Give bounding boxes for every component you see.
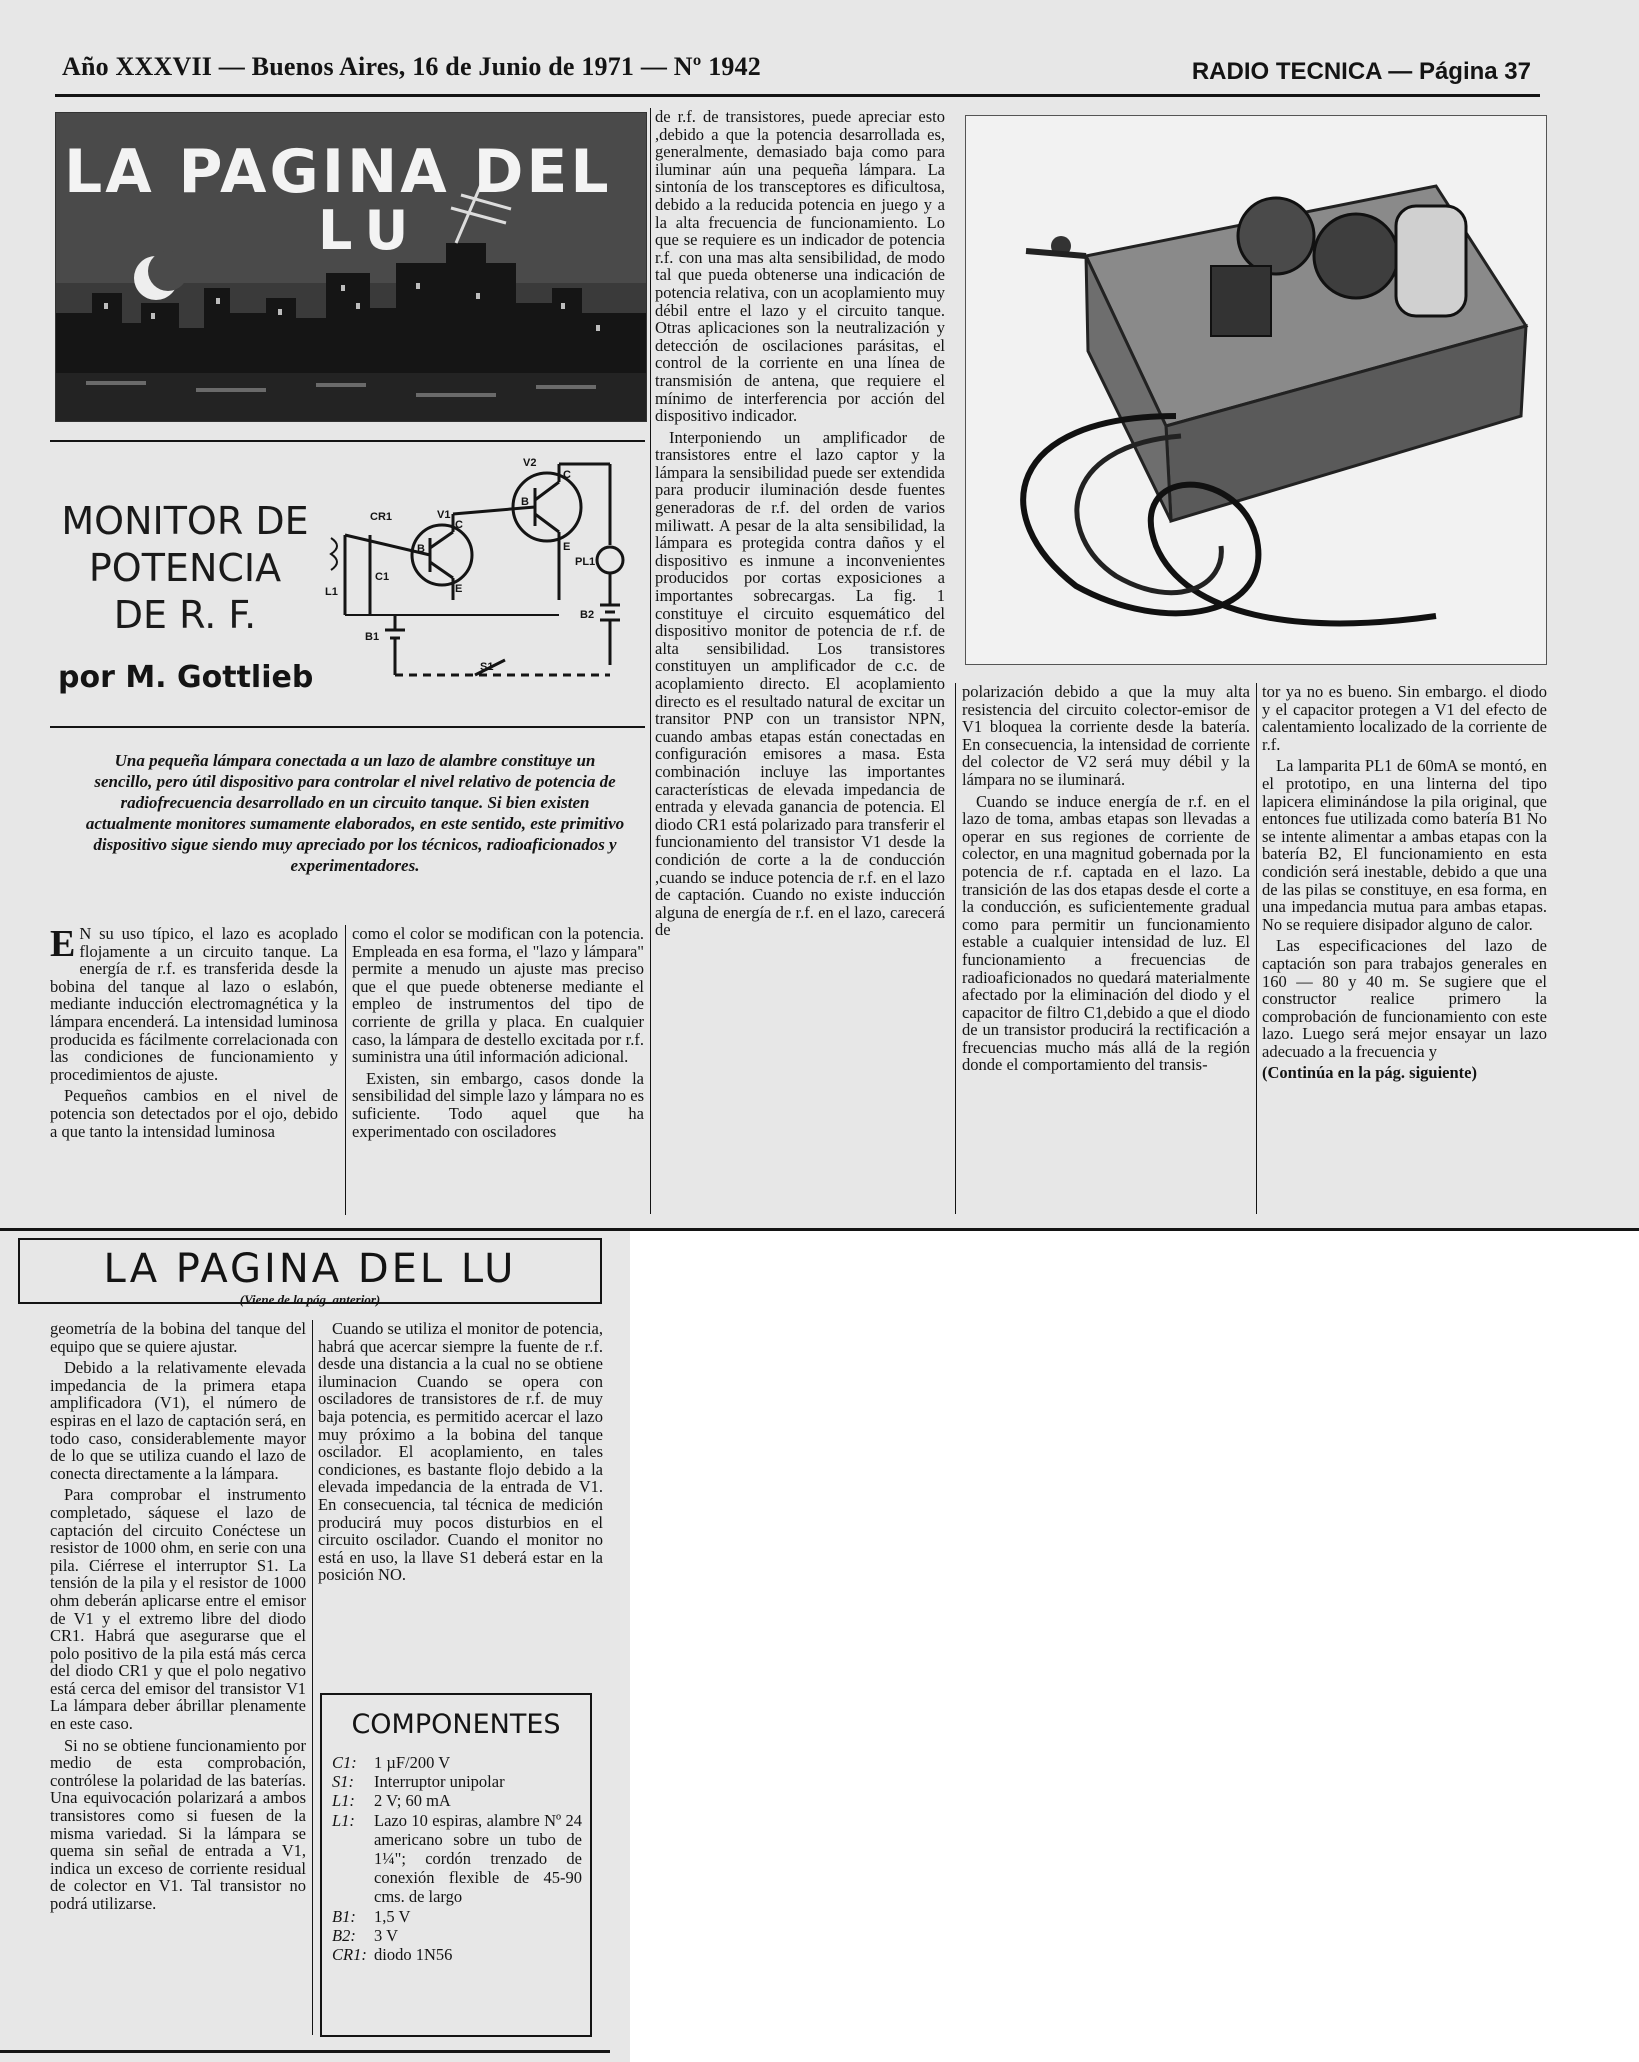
paragraph: Interponiendo un amplificador de transistores entre el lazo captor y la lámpara la sensibilidad puede ser extendida para producir iluminación desde fuentes generadoras de r.f. del orden de varios miliwatt. A pesar de la alta sensibilidad, la lámpara es protegida contra daños y el dispositivo es inmune a inconvenientes producidos por cortas exposiciones a importantes sobrecargas. La fig. 1 constituye el circuito esquemático del dispositivo monitor de potencia de r.f. de alta sensibilidad. Los transistores constituyen un amplificador de c.c. de acoplamiento directo. El acoplamiento directo es el resultado natural de excitar un transitor PNP con un transistor NPN, cuando ambas etapas están conectadas en configuración emisores a masa. Esta combinación incluye las importantes características de elevada impedancia de entrada y elevada ganancia de potencia. El diodo CR1 está polarizado para transferir el funcionamiento del transistor V1 desde la condición de corte a la de conducción ,cuando se induce potencia de r.f. en el lazo de captación. Cuando no existe inducción alguna de energía de r.f. en el lazo, carecerá de	[655, 427, 945, 940]
paragraph: tor ya no es bueno. Sin embargo. el diodo y el capacitor protegen a V1 del efecto de calentamiento localizado de la corriente de r.f.	[1262, 683, 1547, 754]
paragraph: geometría de la bobina del tanque del equipo que se quiere ajustar.	[50, 1320, 306, 1356]
page-separator	[0, 1228, 1639, 1231]
paragraph: N su uso típico, el lazo es acoplado flojamente a un circuito tanque. La energía de r.f. es transferida desde la bobina del tanque al lazo o eslabón, mediante inducción electromagnética y la lámpara encenderá. La intensidad luminosa producida es fácilmente correlacionada con las condiciones de funcionamiento y procedimientos de ajuste.	[50, 925, 338, 1084]
component-key: L1:	[332, 1791, 355, 1811]
label-b1: B1	[365, 631, 380, 643]
paragraph: Las especificaciones del lazo de captación son para trabajos generales en 160 — 80 y 40 m. Se sugiere que el constructor realice primero la comprobación de funcionamiento con este lazo. Luego será mejor ensayar un lazo adecuado a la frecuencia y	[1262, 936, 1547, 1061]
column-3	[655, 108, 945, 1214]
components-title: COMPONENTES	[351, 1709, 561, 1740]
column-6	[50, 1320, 306, 2040]
byline: por M. Gottlieb	[58, 660, 314, 695]
component-key: C1:	[332, 1753, 357, 1772]
component-key: B1:	[332, 1906, 356, 1926]
prototype-device-illustration	[966, 116, 1546, 664]
continuation-title: LA PAGINA DEL LU	[103, 1246, 517, 1292]
label-b2: B2	[580, 609, 595, 621]
title-line-1: MONITOR DE	[61, 499, 309, 543]
transistor-v1-symbol	[412, 525, 472, 585]
component-row	[332, 1791, 582, 1810]
paragraph: Cuando se utiliza el monitor de potencia, habrá que acercar siempre la fuente de r.f. desde una distancia a la cual no se obtiene iluminacion Cuando se opera con osciladores de transistores de r.f. de muy baja potencia, es permitido acercar el lazo muy próximo a la bobina del tanque oscilador. El acoplamiento, en tales condiciones, es bastante flojo debido a la elevada impedancia de la entrada de V1. En consecuencia, tal técnica de medición producirá muy pocos disturbios en el circuito oscilador. Cuando el monitor no está en uso, la llave S1 deberá estar en la posición NO.	[318, 1320, 603, 1585]
label-v1: V1	[437, 509, 451, 521]
column-rule	[312, 1320, 313, 2035]
label-v2: V2	[523, 457, 537, 469]
label-v2-collector: C	[563, 469, 571, 481]
component-row	[332, 1811, 582, 1907]
label-v1-emitter: E	[455, 583, 463, 595]
continued-note: (Continúa en la pág. siguiente)	[1262, 1063, 1477, 1083]
divider-rule	[50, 440, 645, 442]
label-pl1: PL1	[575, 556, 596, 568]
component-key: S1:	[332, 1772, 354, 1792]
component-key: CR1:	[332, 1945, 367, 1965]
article-intro: Una pequeña lámpara conectada a un lazo de alambre constituye un sencillo, pero útil dispositivo para controlar el nivel relativo de potencia de radiofrecuencia desarrollado en un circuito tanque. Si bien existen actualmente monitores sumamente elaborados, en este sentido, este primitivo dispositivo sigue siendo muy apreciado por los técnicos, radioaficionados y experimentadores.	[85, 751, 625, 875]
article-title	[45, 498, 325, 639]
lamp-pl1-symbol	[597, 547, 623, 573]
paragraph: Para comprobar el instrumento completado, sáquese el lazo de captación del circuito Conéctese un resistor de 1000 ohm, en serie con una pila. Ciérrese el interruptor S1. La tensión de la pila y el resistor de 1000 ohm deberán aplicarse entre el emisor de V1 y el extremo libre del diodo CR1. Habrá que asegurarse que el polo positivo de la pila está más cerca del diodo CR1 y que el polo negativo está cerca del emisor del transistor V1 La lámpara deber ábrillar plenamente en este caso.	[50, 1485, 306, 1734]
paragraph: de r.f. de transistores, puede apreciar esto ,debido a que la potencia desarrollada es, generalmente, demasiado baja como para iluminar aún una pequeña lámpara. La sintonía de los transceptores es dificultosa, debido a la reducida potencia en juego y a la alta frecuencia de funcionamiento. Lo que se requiere es un indicador de potencia r.f. con una mas alta sensibilidad, de modo tal que pueda obtenerse una indicación de potencia relativa, con un acoplamiento muy débil entre el lazo y el circuito tanque. Otras aplicaciones son la neutralización y detección de oscilaciones parásitas, el control de la corriente en una línea de transmisión de antena, que requiere el mínimo de interferencia por acción del dispositivo indicador.	[655, 108, 945, 426]
label-v1-collector: C	[455, 519, 463, 531]
paragraph: Debido a la relativamente elevada impedancia de la primera etapa amplificadora (V1), el número de espiras en el lazo de captación será, en todo caso, considerablemente mayor de lo que se utiliza cuando el lazo de conecta directamente a la lámpara.	[50, 1358, 306, 1483]
label-cr1: CR1	[370, 511, 393, 523]
paragraph: Cuando se induce energía de r.f. en el lazo de toma, ambas etapas son llevadas a operar en sus regiones de corriente de colector, en una magnitud gobernada por la potencia de r.f. captada en el lazo. La transición de las dos etapas desde el corte a la conducción, es suficientemente gradual como para permitir un funcionamiento estable a cualquier intensidad de luz. El funcionamiento a frecuencias de radioaficionados no quedará materialmente afectado por la eliminación del diodo y el capacitor de filtro C1,debido a que el diodo de un transistor producirá la rectificación a frecuencias mucho más allá de la región donde el comportamiento del transis-	[962, 791, 1250, 1075]
component-value: 1 µF/200 V	[374, 1753, 451, 1772]
component-row	[332, 1753, 582, 1772]
title-line-3: DE R. F.	[113, 593, 257, 637]
column-2	[352, 925, 644, 1215]
component-value: Lazo 10 espiras, alambre Nº 24 americano sobre un tubo de 1¼"; cordón trenzado de conexión flexible de 45-90 cms. de largo	[374, 1810, 582, 1907]
column-7	[318, 1320, 603, 1665]
column-rule	[650, 108, 651, 1214]
paragraph: Existen, sin embargo, casos donde la sensibilidad del simple lazo y lámpara no es suficiente. Todo aquel que ha experimentado con osciladores	[352, 1068, 644, 1141]
component-value: 3 V	[374, 1925, 398, 1945]
title-line-2: POTENCIA	[88, 546, 282, 590]
banner-image	[55, 112, 647, 422]
column-rule	[955, 683, 956, 1214]
component-value: diodo 1N56	[374, 1945, 453, 1965]
label-c1: C1	[375, 571, 390, 583]
label-v2-emitter: E	[563, 541, 571, 553]
paragraph: La lamparita PL1 de 60mA se montó, en el prototipo, en una linterna del tipo lapicera eliminándose la pila original, que entonces fue utilizada como batería B1 No se intente alimentar a ambas etapas con la batería B2, El funcionamiento en esta condición será inestable, debido a que una de las pilas se constituye, en esa forma, en una impedancia mutua para ambas etapas. No se requiere disipador alguno de calor.	[1262, 756, 1547, 934]
column-1	[50, 925, 338, 1215]
component-value: 2 V; 60 mA	[374, 1791, 451, 1811]
banner-title: LA PAGINA DEL	[64, 137, 612, 207]
prototype-photo	[965, 115, 1547, 665]
component-row	[332, 1945, 582, 1964]
column-4	[962, 683, 1250, 1214]
banner-title-lu: LU	[318, 199, 423, 262]
column-rule	[1256, 683, 1257, 1214]
bottom-rule	[0, 2050, 610, 2053]
issue-line: Año XXXVII — Buenos Aires, 16 de Junio de 1971 — Nº 1942	[62, 52, 761, 81]
component-row	[332, 1926, 582, 1945]
divider-rule	[50, 726, 645, 728]
drop-cap: E	[50, 925, 76, 965]
components-box	[320, 1693, 592, 2037]
column-5	[1262, 683, 1547, 1214]
column-rule	[345, 925, 346, 1215]
component-value: 1,5 V	[374, 1906, 411, 1926]
components-list	[332, 1753, 582, 1964]
component-row	[332, 1772, 582, 1791]
label-s1: S1	[480, 661, 494, 673]
page-line: RADIO TECNICA — Página 37	[1191, 58, 1531, 85]
label-v1-base: B	[417, 543, 425, 555]
paragraph: polarización debido a que la muy alta resistencia del circuito colector-emisor de V1 bloquea la corriente desde la batería. En consecuencia, la intensidad de corriente del colector de V2 será muy débil y la lámpara no se iluminará.	[962, 683, 1250, 789]
circuit-schematic	[325, 450, 640, 710]
paragraph: como el color se modifican con la potencia. Empleada en esa forma, el "lazo y lámpara" permite a menudo un ajuste mas preciso que el que puede obtenerse mediante el empleo de instrumentos del tipo de corriente de grilla y placa. En cualquier caso, la lámpara de destello excitada por r.f. suministra una útil información adicional.	[352, 925, 644, 1067]
paragraph: Pequeños cambios en el nivel de potencia son detectados por el ojo, debido a que tanto la intensidad luminosa	[50, 1086, 338, 1141]
label-v2-base: B	[521, 496, 529, 508]
component-key: L1:	[332, 1810, 355, 1830]
component-row	[332, 1907, 582, 1926]
continued-from-note: (Viene de la pág. anterior)	[239, 1292, 381, 1307]
label-l1: L1	[325, 586, 338, 598]
component-key: B2:	[332, 1925, 356, 1945]
paragraph: Si no se obtiene funcionamiento por medio de esta comprobación, contrólese la polaridad de las baterías. Una equivocación polarizará a ambos transistores como si fuesen de la misma variedad. Si la lámpara se quema sin señal de entrada a V1, indica un exceso de corriente residual de colector en V1. Tal transistor no podrá utilizarse.	[50, 1735, 306, 1913]
component-value: Interruptor unipolar	[374, 1772, 505, 1792]
